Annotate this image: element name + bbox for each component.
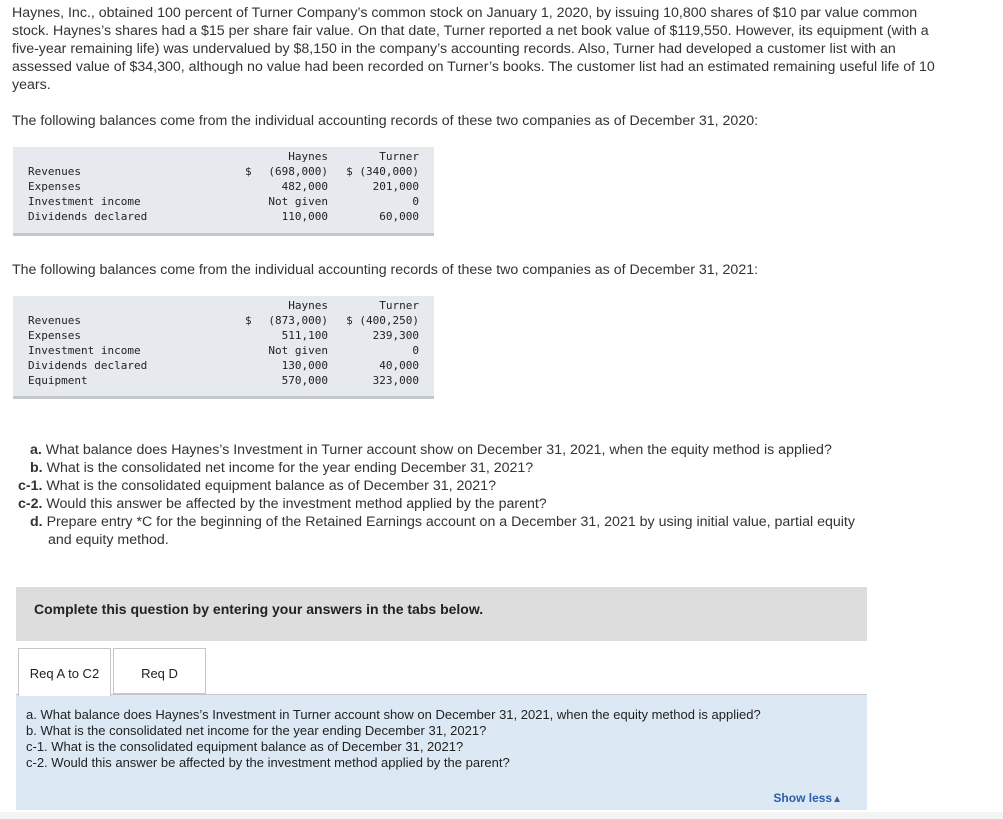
question-b: b. What is the consolidated net income for the year ending December 31, 2021? xyxy=(30,460,534,476)
panel-question-b: b. What is the consolidated net income for the year ending December 31, 2021? xyxy=(26,723,487,738)
row-label: Revenues xyxy=(28,314,81,327)
turner-value: 60,000 xyxy=(379,210,419,223)
panel-question-c1: c-1. What is the consolidated equipment balance as of December 31, 2021? xyxy=(26,739,464,754)
banner-text: Complete this question by entering your answers in the tabs below. xyxy=(34,601,484,617)
currency-symbol: $ xyxy=(245,314,252,327)
turner-value: $ (400,250) xyxy=(346,314,419,327)
row-label: Expenses xyxy=(28,329,81,342)
tab-req-a-to-c2[interactable]: Req A to C2 xyxy=(18,648,111,696)
turner-value: 201,000 xyxy=(372,180,419,193)
haynes-value: Not given xyxy=(268,195,328,208)
question-c2: c-2. Would this answer be affected by the investment method applied by the parent? xyxy=(18,496,547,512)
row-label: Expenses xyxy=(28,180,81,193)
row-label: Investment income xyxy=(28,195,141,208)
answer-panel xyxy=(16,695,867,810)
bottom-strip xyxy=(0,812,1003,819)
haynes-value: (698,000) xyxy=(268,165,328,178)
instruction-banner xyxy=(16,587,867,641)
turner-value: 239,300 xyxy=(372,329,419,342)
lead-2020: The following balances come from the individual accounting records of these two companies as of December 31, 2020: xyxy=(12,113,759,129)
lead-2021: The following balances come from the individual accounting records of these two companies as of December 31, 2021: xyxy=(12,262,759,278)
panel-question-a: a. What balance does Haynes’s Investment in Turner account show on December 31, 2021, when the equity method is applied? xyxy=(26,707,761,722)
balances-table-2020 xyxy=(13,147,434,236)
row-label: Dividends declared xyxy=(28,359,148,372)
turner-value: 40,000 xyxy=(379,359,419,372)
show-less-link[interactable] xyxy=(773,790,842,808)
turner-value: $ (340,000) xyxy=(346,165,419,178)
haynes-value: 130,000 xyxy=(281,359,328,372)
row-label: Investment income xyxy=(28,344,141,357)
tab-req-d[interactable]: Req D xyxy=(113,648,206,694)
haynes-value: 570,000 xyxy=(281,374,328,387)
header-haynes: Haynes xyxy=(288,150,328,163)
currency-symbol: $ xyxy=(245,165,252,178)
show-less-label: Show less xyxy=(773,791,833,805)
haynes-value: 110,000 xyxy=(281,210,328,223)
header-turner: Turner xyxy=(379,299,419,312)
panel-question-c2: c-2. Would this answer be affected by the investment method applied by the parent? xyxy=(26,755,510,770)
turner-value: 0 xyxy=(412,195,419,208)
problem-intro: Haynes, Inc., obtained 100 percent of Turner Company’s common stock on January 1, 2020, by issuing 10,800 shares of $10 par value common stock. Haynes’s shares had a $15 per share fair value. On that date, Turner reported a net book value of $119,550. However, its equipment (with a five-year remaining life) was undervalued by $8,150 in the company’s accounting records. Also, Turner had developed a customer list with an assessed value of $34,300, although no value had been recorded on Turner’s books. The customer list had an estimated remaining useful life of 10 years. xyxy=(12,5,935,93)
haynes-value: 511,100 xyxy=(281,329,328,342)
question-c1: c-1. What is the consolidated equipment balance as of December 31, 2021? xyxy=(18,478,496,494)
row-label: Revenues xyxy=(28,165,81,178)
question-d: d. Prepare entry *C for the beginning of the Retained Earnings account on a December 31, 2021 by using initial value, partial equity xyxy=(30,514,855,530)
turner-value: 323,000 xyxy=(372,374,419,387)
haynes-value: 482,000 xyxy=(281,180,328,193)
triangle-up-icon: ▲ xyxy=(832,794,842,805)
row-label: Equipment xyxy=(28,374,88,387)
question-a: a. What balance does Haynes’s Investment in Turner account show on December 31, 2021, when the equity method is applied? xyxy=(30,442,832,458)
header-haynes: Haynes xyxy=(288,299,328,312)
header-turner: Turner xyxy=(379,150,419,163)
haynes-value: Not given xyxy=(268,344,328,357)
row-label: Dividends declared xyxy=(28,210,148,223)
haynes-value: (873,000) xyxy=(268,314,328,327)
question-d-continued: and equity method. xyxy=(48,532,169,548)
turner-value: 0 xyxy=(412,344,419,357)
balances-table-2021 xyxy=(13,296,434,399)
